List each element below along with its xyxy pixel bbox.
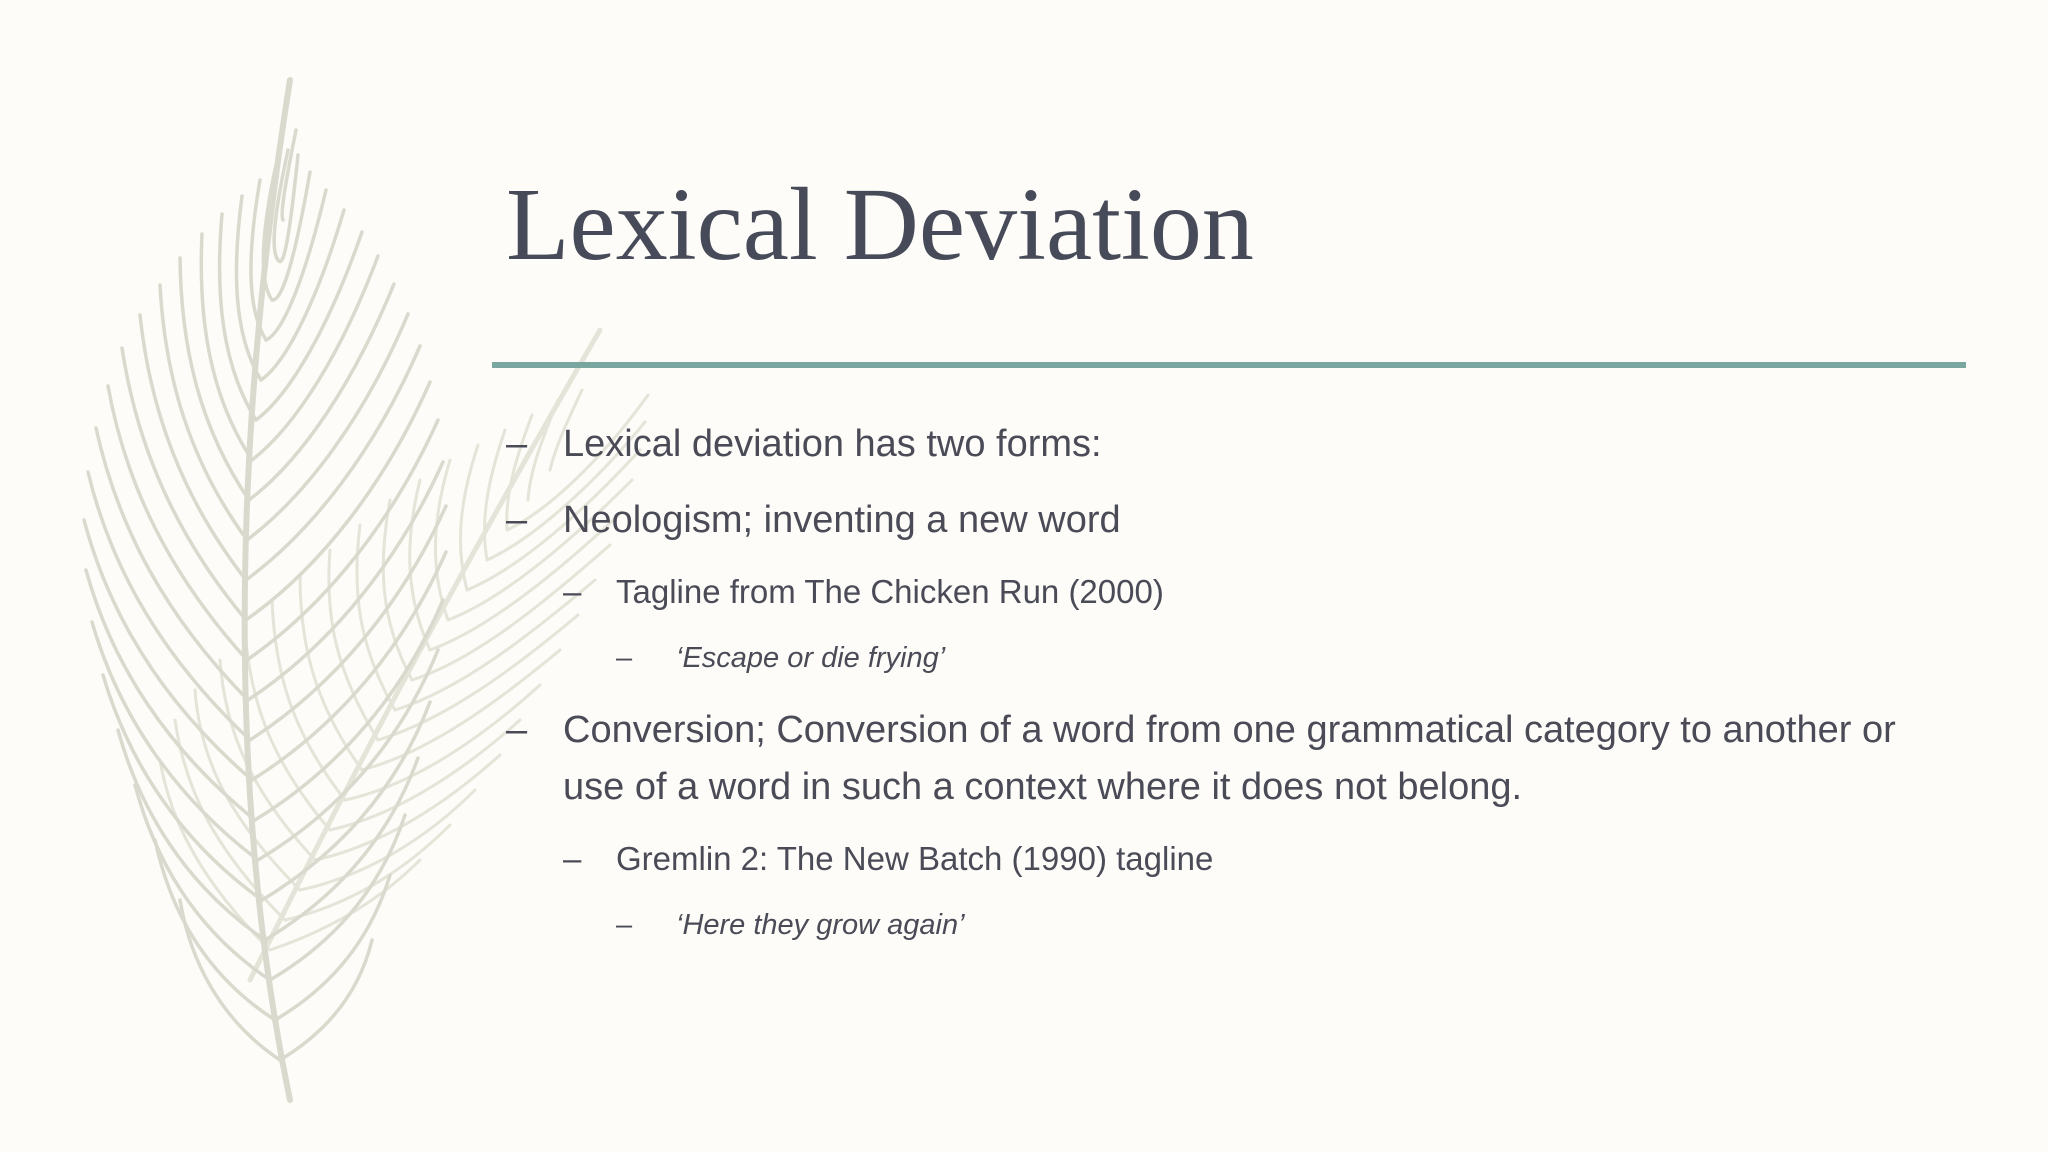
bullet-dash: – [506,423,528,465]
bullet-list [506,416,1946,971]
bullet-dash: – [616,642,633,674]
bullet-text: Tagline from The Chicken Run (2000) [616,573,1164,610]
slide-title: Lexical Deviation [506,167,1254,282]
bullet-item [506,416,1946,473]
bullet-dash: – [506,709,528,751]
title-divider [492,362,1966,368]
bullet-quote: ‘Escape or die frying’ [676,642,946,674]
bullet-dash: – [506,499,528,541]
sub-bullet-item [506,835,1946,883]
sub-sub-bullet-item [506,903,1946,947]
bullet-text: Gremlin 2: The New Batch (1990) tagline [616,840,1214,877]
bullet-dash: – [563,840,582,877]
bullet-item [506,702,1946,816]
bullet-quote: ‘Here they grow again’ [676,909,965,941]
bullet-dash: – [616,909,633,941]
bullet-item [506,492,1946,549]
sub-bullet-item [506,568,1946,616]
bullet-dash: – [563,573,582,610]
sub-sub-bullet-item [506,636,1946,680]
bullet-text: Conversion; Conversion of a word from one grammatical category to another or use of a word in such a context where it does not belong. [563,709,1896,808]
bullet-text: Neologism; inventing a new word [563,499,1121,541]
bullet-text: Lexical deviation has two forms: [563,423,1102,465]
